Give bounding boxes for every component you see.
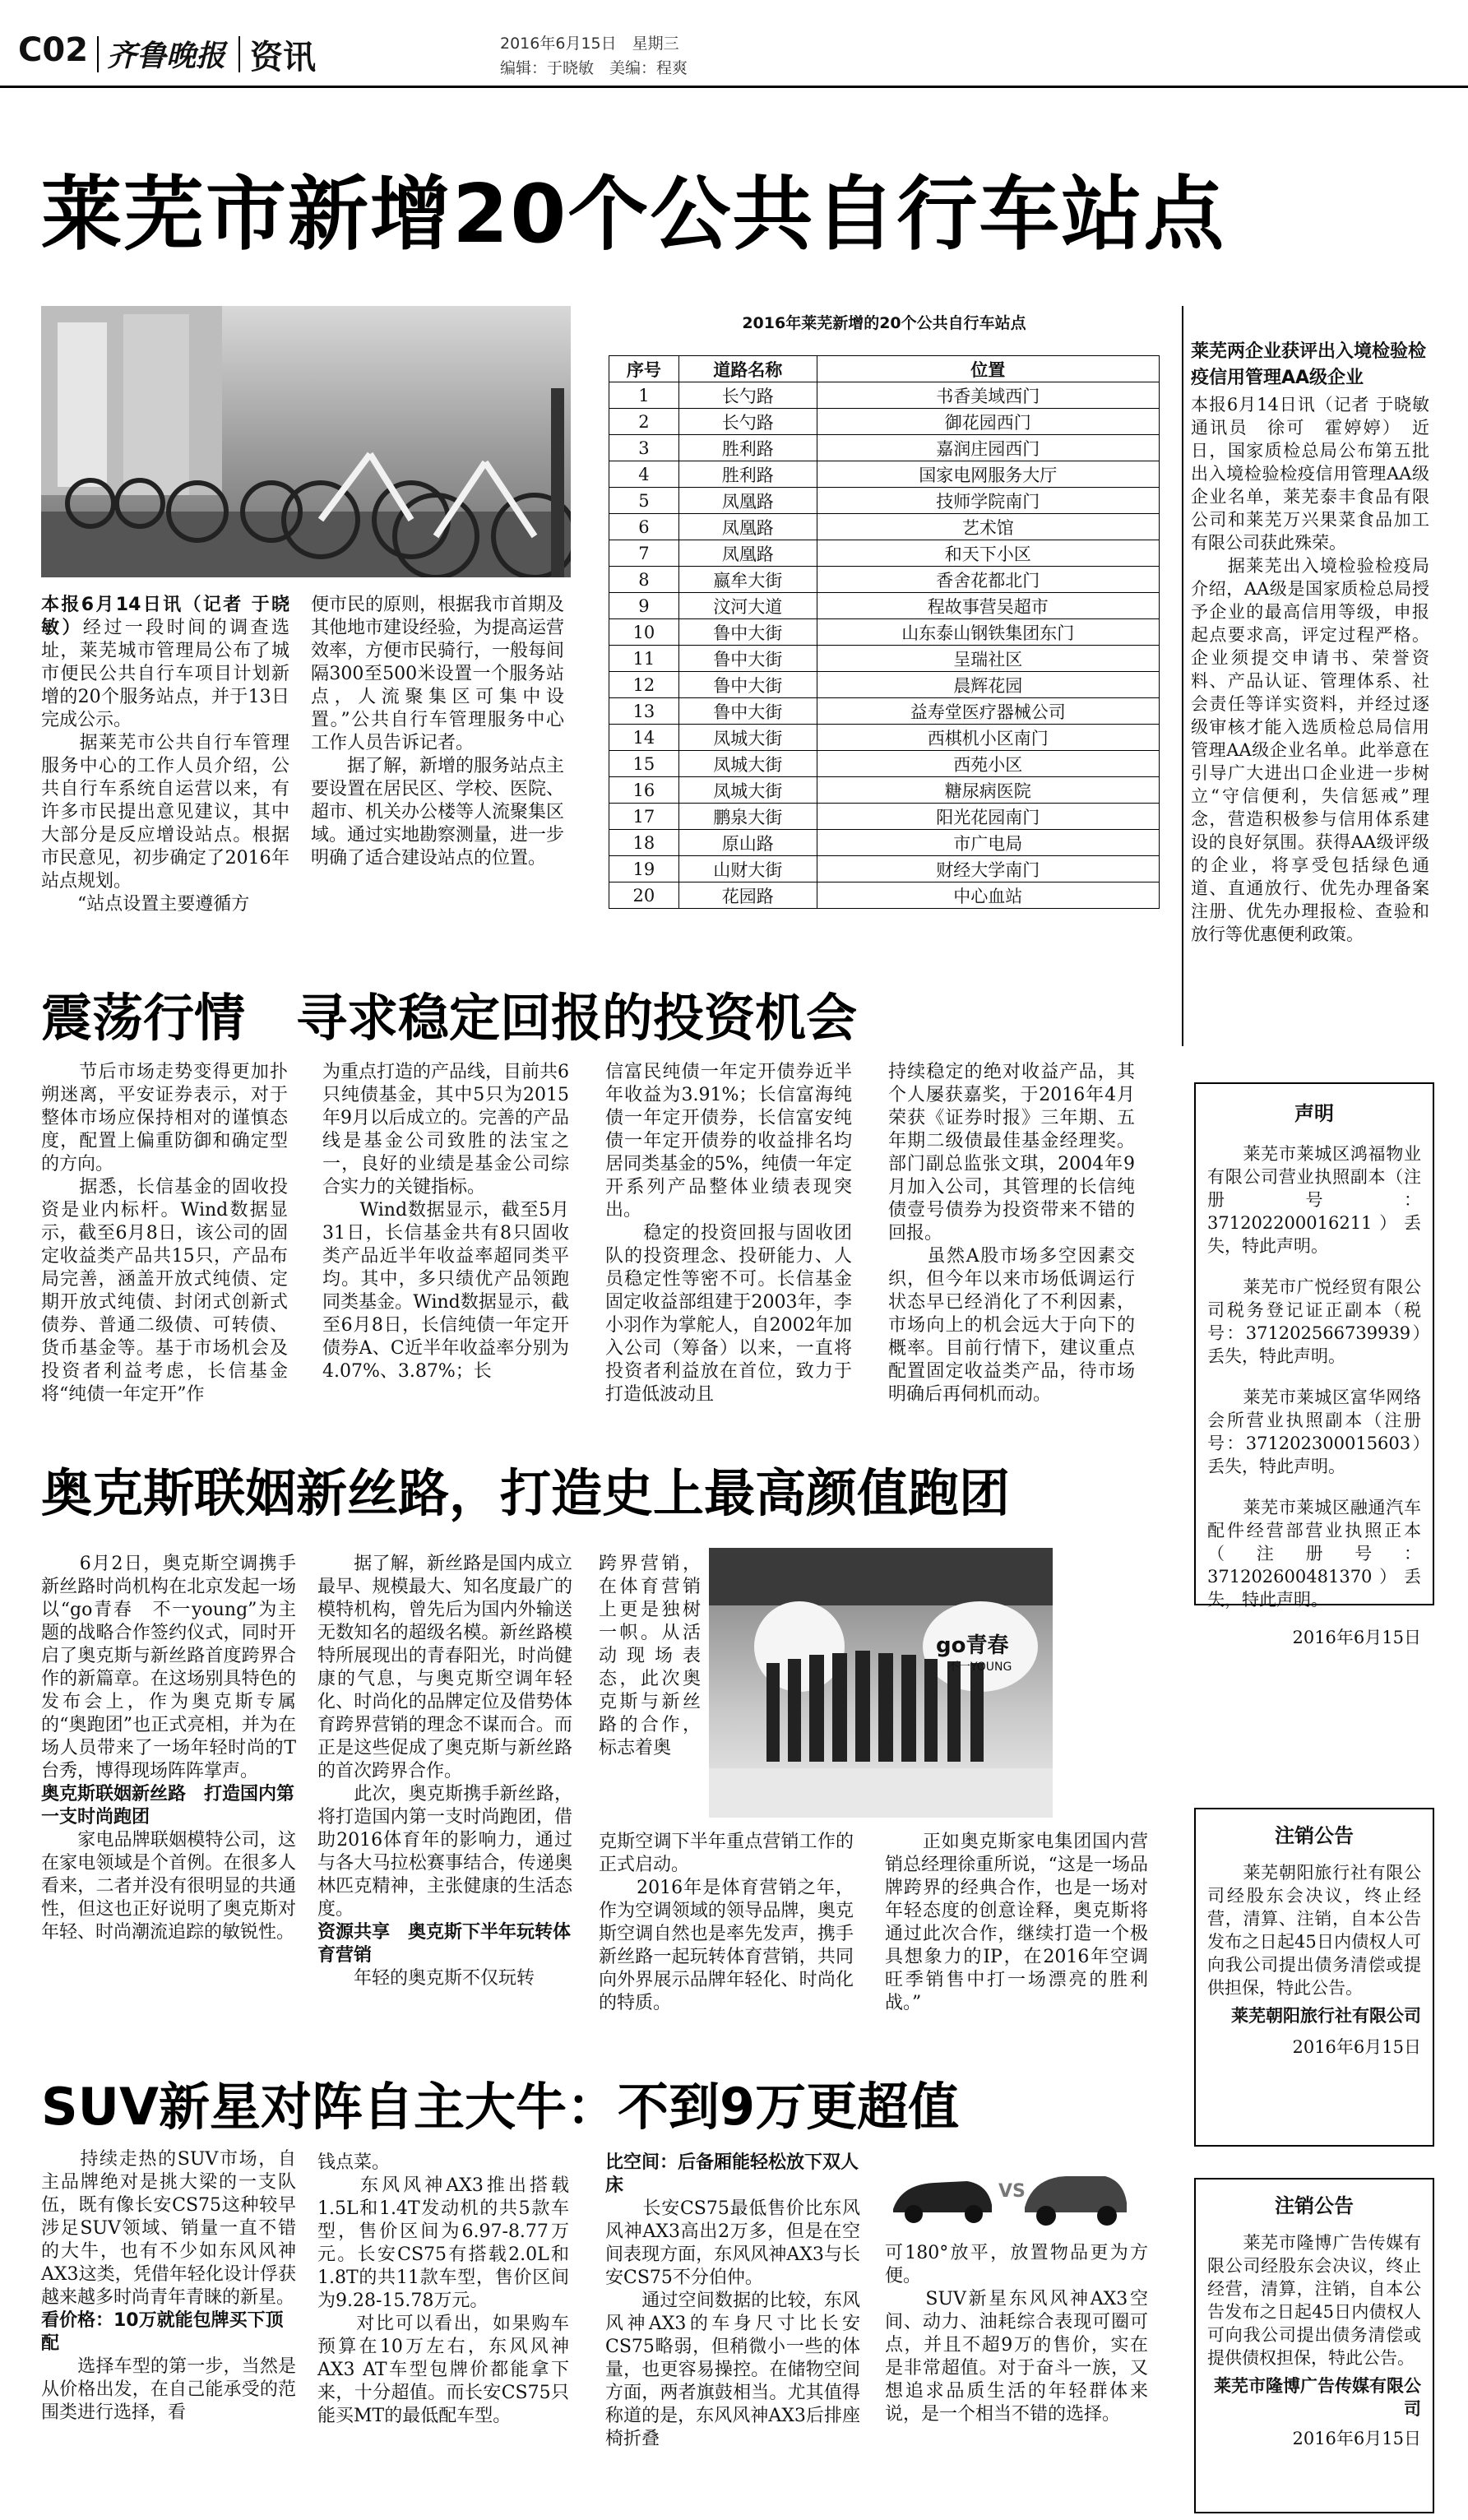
story2-column-1: 节后市场走势变得更加扑朔迷离，平安证券表示，对于整体市场应保持相对的谨慎态度，配置上偏重防御和确定型的方向。 据悉，长信基金的固收投资是业内标杆。Wind数据显示，截至6月8日，该公司的固定收益类产品共15只，产品布局完善，涵盖开放式纯债、定期开放式纯债、封闭式创新式债券、普通二级债、可转债、货币基金等。基于市场机会及投资者利益考虑，长信基金将“纯债一年定开”作 [41,1062,288,1405]
story1-lead: 本报6月14日讯（记者 于晓敏） [41,595,289,638]
table-row [609,856,1160,882]
table-cell-road: 鲁中大街 [678,646,817,672]
table-cell-location: 呈瑞社区 [817,646,1159,672]
table-cell-location: 山东泰山钢铁集团东门 [817,619,1159,646]
table-cell-location: 西棋机小区南门 [817,725,1159,751]
vs-label: VS [998,2181,1026,2202]
table-cell-index: 6 [609,514,679,540]
section-name: 资讯 [250,39,316,76]
table-row [609,593,1160,619]
table-caption: 2016年莱芜新增的20个公共自行车站点 [742,314,1026,332]
notice-title: 声明 [1294,1102,1334,1125]
table-row [609,514,1160,540]
table-cell-index: 5 [609,488,679,514]
story3-col1a: 6月2日，奥克斯空调携手新丝路时尚机构在北京发起一场以“go青春 不一young”为主题的战略合作签约仪式，同时开启了奥克斯与新丝路首度跨界合作的新篇章。在这场别具特色的发布会上，作为奥克斯专属的“奥跑团”也正式亮相，并为在场人员带来了一场年轻时尚的T台秀，博得现场阵阵掌声。 [41,1554,296,1781]
table-cell-road: 长勺路 [678,382,817,409]
table-cell-location: 艺术馆 [817,514,1159,540]
editors-line: 编辑：于晓敏 美编：程爽 [500,59,688,77]
header-divider-2 [238,36,240,72]
table-cell-road: 山财大街 [678,856,817,882]
newspaper-logo: 齐鲁晚报 [107,39,226,73]
story1-col1-text: 经过一段时间的调查选址，莱芜城市管理局公布了城市便民公共自行车项目计划新增的20个服务站点，并于13日完成公示。 据莱芜市公共自行车管理服务中心的工作人员介绍，公共自行车系统自运营以来，有许多市民提出意见建议，其中大部分是反应增设站点。根据市民意见，初步确定了2016年站点规划。 “站点设置主要遵循方 [41,618,289,915]
story1-headline: 莱芜市新增20个公共自行车站点 [41,168,1226,262]
story3-column-3a: 跨界营销，在体育营销上更是独树一帜。从活动现场表态，此次奥克斯与新丝路的合作，标志着奥 [599,1554,701,1758]
story3-subhead-2: 资源共享 奥克斯下半年玩转体育营销 [317,1922,572,1966]
cancel2-date: 2016年6月15日 [1292,2429,1421,2448]
table-cell-road: 凤城大街 [678,751,817,777]
notice-date: 2016年6月15日 [1292,1628,1421,1647]
table-cell-index: 12 [609,672,679,698]
photo-slogan-sub: 不一YOUNG [947,1661,1012,1674]
table-cell-index: 1 [609,382,679,409]
story3-column-1 [41,1553,296,1944]
story4-column-3 [605,2152,860,2451]
cancel1-signer: 莱芜朝阳旅行社有限公司 [1231,2005,1421,2026]
table-row [609,567,1160,593]
table-cell-index: 9 [609,593,679,619]
notice-item-4: 莱芜市莱城区融通汽车配件经营部营业执照正本（注册号：371202600481370）丢失，特此声明。 [1207,1498,1421,1610]
table-cell-location: 国家电网服务大厅 [817,461,1159,488]
table-cell-road: 原山路 [678,830,817,856]
table-cell-index: 18 [609,830,679,856]
table-cell-index: 19 [609,856,679,882]
table-header-location: 位置 [817,356,1159,382]
cancel1-title: 注销公告 [1275,1824,1354,1847]
header-rule [0,86,1468,88]
bicycles-illustration [41,306,571,577]
bicycle-station-photo [41,306,571,577]
table-header-index: 序号 [609,356,679,382]
table-cell-road: 汶河大道 [678,593,817,619]
page-number: C02 [18,31,89,69]
table-cell-location: 市广电局 [817,830,1159,856]
table-cell-location: 中心血站 [817,882,1159,909]
table-row [609,488,1160,514]
table-cell-road: 鹏泉大街 [678,804,817,830]
table-cell-road: 嬴牟大街 [678,567,817,593]
table-cell-road: 胜利路 [678,461,817,488]
brief-title: 莱芜两企业获评出入境检验检疫信用管理AA级企业 [1191,341,1427,388]
cancellation-notice-1 [1194,1808,1434,2147]
table-cell-location: 财经大学南门 [817,856,1159,882]
table-cell-index: 13 [609,698,679,725]
table-row [609,882,1160,909]
cancel2-signer: 莱芜市隆博广告传媒有限公司 [1214,2375,1421,2419]
cancel2-title: 注销公告 [1275,2194,1354,2217]
story3-col2b: 年轻的奥克斯不仅玩转 [317,1968,535,1989]
table-cell-road: 长勺路 [678,409,817,435]
table-cell-road: 胜利路 [678,435,817,461]
story1-column-2: 便市民的原则，根据我市首期及其他地市建设经验，为提高运营效率，方便市民骑行，一般每间隔300至500米设置一个服务站点，人流聚集区可集中设置。”公共自行车管理服务中心工作人员告诉记者。 据了解，新增的服务站点主要设置在居民区、学校、医院、超市、机关办公楼等人流聚集区域。通过实地勘察测量，进一步明确了适合建设站点的位置。 [311,595,565,869]
story2-headline: 震荡行情 寻求稳定回报的投资机会 [41,988,858,1048]
table-cell-index: 15 [609,751,679,777]
table-cell-road: 鲁中大街 [678,698,817,725]
story4-column-1 [41,2148,296,2425]
notice-item-1: 莱芜市莱城区鸿福物业有限公司营业执照副本（注册号：371202200016211）丢失，特此声明。 [1207,1144,1421,1256]
table-row [609,777,1160,804]
table-row [609,461,1160,488]
story3-col1b: 家电品牌联姻模特公司，这在家电领域是个首例。在很多人看来，二者并没有很明显的共通性，但这也正好说明了奥克斯对年轻、时尚潮流追踪的敏锐性。 [41,1830,296,1943]
cancellation-notice-2 [1194,2178,1434,2513]
story3-column-3b: 克斯空调下半年重点营销工作的正式启动。 2016年是体育营销之年，作为空调领域的领导品牌，奥克斯空调自然也是率先发声，携手新丝路一起玩转体育营销，共同向外界展示品牌年轻化、时尚化的特质。 [599,1832,854,2013]
story3-column-2 [317,1553,572,1990]
table-cell-road: 凤城大街 [678,725,817,751]
table-cell-road: 凤凰路 [678,488,817,514]
table-cell-road: 鲁中大街 [678,672,817,698]
table-cell-location: 益寿堂医疗器械公司 [817,698,1159,725]
fashion-runway-photo [709,1548,1053,1818]
story2-column-2: 为重点打造的产品线，目前共6只纯债基金，其中5只为2015年9月以后成立的。完善的产品线是基金公司致胜的法宝之一，良好的业绩是基金公司综合实力的关键指标。 Wind数据显示，截至5月31日，长信基金共有8只固收类产品近半年收益率超同类平均。其中，多只绩优产品领跑同类基金。Wind数据显示，截至6月8日，长信纯债一年定开债券A、C近半年收益率分别为4.07%、3.87%；长 [322,1062,569,1382]
table-row [609,830,1160,856]
table-cell-location: 嘉润庄园西门 [817,435,1159,461]
sidebar-divider [1182,306,1183,1046]
bike-station-table [609,355,1160,909]
cancel1-date: 2016年6月15日 [1292,2037,1421,2057]
table-cell-index: 4 [609,461,679,488]
table-cell-location: 香舍花都北门 [817,567,1159,593]
table-cell-index: 16 [609,777,679,804]
table-cell-location: 和天下小区 [817,540,1159,567]
table-row [609,725,1160,751]
story1-column-1 [41,594,289,916]
table-cell-location: 程故事营吴超市 [817,593,1159,619]
table-cell-index: 11 [609,646,679,672]
table-cell-index: 8 [609,567,679,593]
table-cell-location: 书香美域西门 [817,382,1159,409]
table-row [609,804,1160,830]
table-cell-location: 糖尿病医院 [817,777,1159,804]
story4-col3: 长安CS75最低售价比东风风神AX3高出2万多，但是在空间表现方面，东风风神AX3与长安CS75不分伯仲。 通过空间数据的比较，东风风神AX3的车身尺寸比长安CS75略弱，但稍微小一些的体量，也更容易操控。在储物空间方面，两者旗鼓相当。尤其值得称道的是，东风风神AX3后排座椅折叠 [605,2198,860,2449]
notice-item-2: 莱芜市广悦经贸有限公司税务登记证正副本（税号：371202566739939）丢失，特此声明。 [1207,1277,1421,1366]
table-row [609,698,1160,725]
table-cell-index: 3 [609,435,679,461]
header-divider [97,36,99,72]
table-row [609,409,1160,435]
cancel1-text: 莱芜朝阳旅行社有限公司经股东会决议，终止经营，清算、注销，自本公告发布之日起45日内债权人可向我公司提出债务清偿或提供担保，特此公告。 [1207,1863,1421,1998]
notice-box [1194,1082,1434,1647]
story3-col2a: 据了解，新丝路是国内成立最早、规模最大、知名度最广的模特机构，曾先后为国内外输送无数知名的超级名模。新丝路模特所展现出的青春阳光，时尚健康的气息，与奥克斯空调年轻化、时尚化的品牌定位及借势体育跨界营销的理念不谋而合。而正是这些促成了奥克斯与新丝路的首次跨界合作。 此次，奥克斯携手新丝路，将打造国内第一支时尚跑团，借助2016体育年的影响力，通过与各大马拉松赛事结合，传递奥林匹克精神，主张健康的生活态度。 [317,1554,572,1920]
table-cell-index: 17 [609,804,679,830]
table-cell-road: 凤城大街 [678,777,817,804]
story4-subhead-2: 比空间：后备厢能轻松放下双人床 [605,2152,859,2196]
table-cell-location: 晨辉花园 [817,672,1159,698]
photo-slogan: go青春 [936,1633,1009,1658]
table-cell-location: 技师学院南门 [817,488,1159,514]
story4-col1b: 选择车型的第一步，当然是从价格出发，在自己能承受的范围类进行选择，看 [41,2356,296,2423]
story4-headline: SUV新星对阵自主大牛：不到9万更超值 [41,2077,960,2137]
notice-item-3: 莱芜市莱城区富华网络会所营业执照副本（注册号：371202300015603）丢失，特此声明。 [1207,1387,1421,1476]
table-cell-road: 花园路 [678,882,817,909]
table-cell-road: 鲁中大街 [678,619,817,646]
story4-column-2: 钱点菜。 东风风神AX3推出搭载1.5L和1.4T发动机的共5款车型，售价区间为6.97-8.77万元。长安CS75有搭载2.0L和1.8T的共11款车型，售价区间为9.28-15.78万元。 对比可以看出，如果购车预算在10万左右，东风风神AX3 AT车型包牌价都能拿下来，十分超值。而长安CS75只能买MT的最低配车型。 [317,2152,569,2426]
table-cell-location: 御花园西门 [817,409,1159,435]
table-row [609,540,1160,567]
table-row [609,751,1160,777]
table-cell-index: 20 [609,882,679,909]
brief-text: 本报6月14日讯（记者 于晓敏 通讯员 徐可 霍婷婷） 近日，国家质检总局公布第五批出入境检验检疫信用管理AA级企业名单，莱芜泰丰食品有限公司和莱芜万兴果菜食品加工有限公司获此殊荣。 据莱芜出入境检验检疫局介绍，AA级是国家质检总局授予企业的最高信用等级，申报起点要求高，评定过程严格。企业须提交申请书、荣誉资料、产品认证、管理体系、社会责任等详实资料，并经过逐级审核才能入选质检总局信用管理AA级企业名单。此举意在引导广大进出口企业进一步树立“守信便利，失信惩戒”理念，营造积极参与信用体系建设的良好氛围。获得AA级评级的企业，将享受包括绿色通道、直通放行、优先办理备案注册、优先办理报检、查验和放行等优惠便利政策。 [1191,395,1429,944]
suv-comparison-photo [885,2160,1132,2230]
table-row [609,382,1160,409]
story4-column-4: 可180°放平，放置物品更为方便。 SUV新星东风风神AX3空间、动力、油耗综合表现可圈可点，并且不超9万的售价，实在是非常超值。对于奋斗一族，又想追求品质生活的年轻群体来说，是一个相当不错的选择。 [885,2243,1148,2425]
table-cell-index: 14 [609,725,679,751]
cancel2-text: 莱芜市隆博广告传媒有限公司经股东会决议，终止经营，清算，注销，自本公告发布之日起45日内债权人可向我公司提出债务清偿或提供债权担保，特此公告。 [1207,2233,1421,2368]
table-cell-location: 阳光花园南门 [817,804,1159,830]
story2-column-3: 信富民纯债一年定开债券近半年收益为3.91%；长信富海纯债一年定开债券，长信富安纯债一年定开债券的收益排名均居同类基金的5%，纯债一年定开系列产品整体业绩表现突出。 稳定的投资回报与固收团队的投资理念、投研能力、人员稳定性等密不可。长信基金固定收益部组建于2003年，李小羽作为掌舵人，自2002年加入公司（筹备）以来，一直将投资者利益放在首位，致力于打造低波动且 [605,1062,852,1405]
story3-headline: 奥克斯联姻新丝路，打造史上最高颜值跑团 [41,1463,1011,1523]
table-row [609,672,1160,698]
table-cell-road: 凤凰路 [678,540,817,567]
table-cell-road: 凤凰路 [678,514,817,540]
models-illustration [709,1548,1053,1818]
table-cell-location: 西苑小区 [817,751,1159,777]
story4-subhead-1: 看价格：10万就能包牌买下顶配 [41,2310,284,2354]
table-header-road: 道路名称 [678,356,817,382]
table-cell-index: 7 [609,540,679,567]
table-row [609,619,1160,646]
table-cell-index: 10 [609,619,679,646]
table-row [609,646,1160,672]
story4-col1a: 持续走热的SUV市场，自主品牌绝对是挑大梁的一支队伍，既有像长安CS75这种较早涉足SUV领域、销量一直不错的大牛，也有不少如东风风神AX3这类，凭借年轻化设计俘获越来越多时尚青年青睐的新星。 [41,2149,296,2308]
story2-column-4: 持续稳定的绝对收益产品，其个人屡获嘉奖，于2016年4月荣获《证券时报》三年期、五年期二级债最佳基金经理奖。部门副总监张文琪，2004年9月加入公司，其管理的长信纯债壹号债券为投资带来不错的回报。 虽然A股市场多空因素交织，但今年以来市场低调运行状态早已经消化了不利因素，市场向上的机会远大于向下的概率。目前行情下，建议重点配置固定收益类产品，待市场明确后再伺机而动。 [888,1062,1135,1405]
table-cell-index: 2 [609,409,679,435]
table-row [609,435,1160,461]
story3-column-4: 正如奥克斯家电集团国内营销总经理徐重所说，“这是一场品牌跨界的经典合作，也是一场对年轻态度的创意诠释，奥克斯将通过此次合作，继续打造一个极具想象力的IP，在2016年空调旺季销售中打一场漂亮的胜利战。” [885,1832,1148,2013]
story3-subhead-1: 奥克斯联姻新丝路 打造国内第一支时尚跑团 [41,1784,295,1827]
issue-date: 2016年6月15日 星期三 [500,35,679,53]
